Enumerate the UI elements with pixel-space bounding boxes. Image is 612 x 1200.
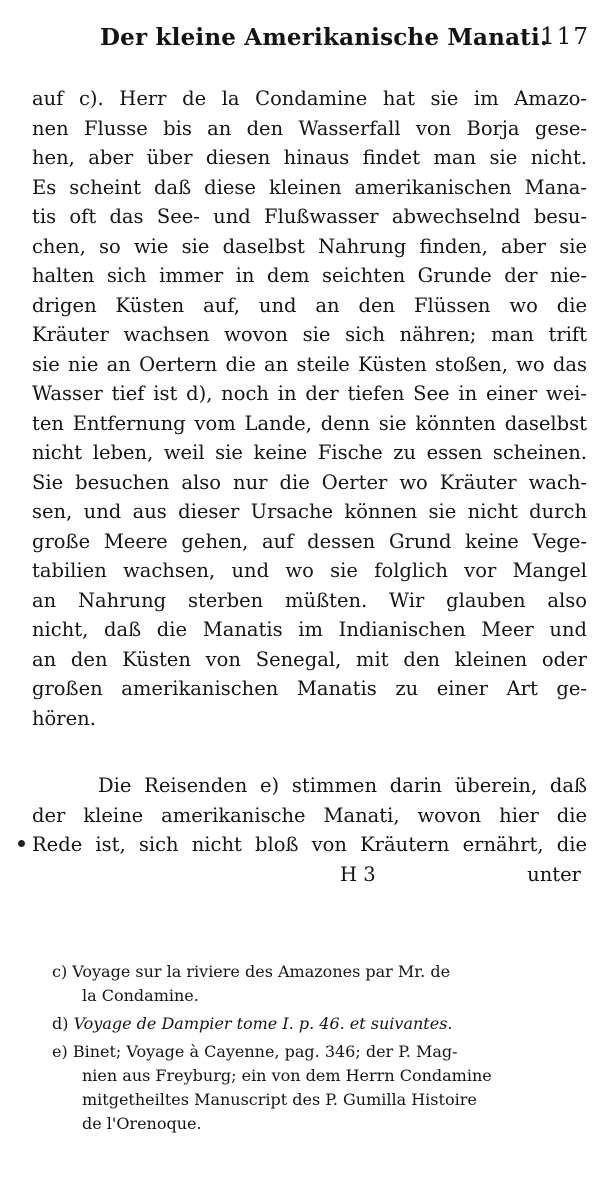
footnote-line: la Condamine.: [82, 986, 199, 1005]
footnote-line: [52, 960, 592, 984]
footnote-line: [52, 1012, 592, 1036]
footnote-c: [52, 960, 592, 1008]
signature-line: [32, 860, 587, 890]
page-header: [100, 22, 590, 62]
text-line: Es scheint daß diese kleinen amerikanischen Mana-: [32, 175, 587, 199]
text-line: Die Reisenden e) stimmen darin überein, daß: [98, 774, 587, 797]
margin-dot: [18, 840, 25, 847]
text-line: Rede ist, sich nicht bloß von Kräutern ernährt, die: [32, 833, 587, 856]
footnote-text: Voyage sur la riviere des Amazones par Mr. de: [72, 962, 451, 981]
text-line: halten sich immer in dem seichten Grunde der nie-: [32, 264, 587, 287]
body-text: [32, 84, 587, 890]
paragraph: [32, 771, 587, 860]
text-line: hen, aber über diesen hinaus findet man sie nicht.: [32, 146, 587, 169]
paragraph: [32, 84, 587, 733]
footnote-marker: e): [52, 1042, 68, 1061]
text-line: an Nahrung sterben müßten. Wir glauben also: [32, 588, 587, 612]
text-line: drigen Küsten auf, und an den Flüssen wo die: [32, 293, 587, 317]
running-title: Der kleine Amerikanische Manati.: [100, 24, 549, 51]
footnote-line: mitgetheiltes Manuscript des P. Gumilla Histoire: [82, 1090, 477, 1109]
footnote-line: nien aus Freyburg; ein von dem Herrn Condamine: [82, 1066, 492, 1085]
text-line: nicht, daß die Manatis im Indianischen Meer und: [32, 618, 587, 641]
text-line: tabilien wachsen, und wo sie folglich vor Mangel: [32, 559, 587, 582]
footnote-text: Voyage de Dampier tome I. p. 46. et suivantes.: [73, 1014, 453, 1033]
footnote-marker: c): [52, 962, 68, 981]
text-line: Kräuter wachsen wovon sie sich nähren; man trift: [32, 323, 587, 346]
text-line: nicht leben, weil sie keine Fische zu essen scheinen.: [32, 441, 587, 464]
text-line: großen amerikanischen Manatis zu einer Art ge-: [32, 677, 587, 700]
text-line: nen Flusse bis an den Wasserfall von Borja gese-: [32, 116, 587, 140]
footnotes: [52, 960, 592, 1136]
text-line: ten Entfernung vom Lande, denn sie könnten daselbst: [32, 411, 587, 435]
text-line: chen, so wie sie daselbst Nahrung finden, aber sie: [32, 234, 587, 258]
text-line: große Meere gehen, auf dessen Grund keine Vege-: [32, 529, 587, 553]
footnote-line: de l'Orenoque.: [82, 1114, 202, 1133]
catchword: unter: [527, 862, 581, 886]
footnote-text: Binet; Voyage à Cayenne, pag. 346; der P. Mag-: [72, 1042, 458, 1061]
page-number: 117: [540, 24, 590, 50]
text-line: der kleine amerikanische Manati, wovon hier die: [32, 803, 587, 827]
paragraph-gap: [32, 733, 587, 771]
text-line: Wasser tief ist d), noch in der tiefen See in einer wei-: [32, 382, 587, 405]
text-line: hören.: [32, 706, 96, 730]
text-line: auf c). Herr de la Condamine hat sie im Amazo-: [32, 87, 587, 110]
footnote-line: [52, 1040, 592, 1064]
text-line: an den Küsten von Senegal, mit den kleinen oder: [32, 647, 587, 671]
text-line: sie nie an Oertern die an steile Küsten stoßen, wo das: [32, 352, 587, 376]
text-line: Sie besuchen also nur die Oerter wo Kräuter wach-: [32, 470, 587, 494]
footnote-marker: d): [52, 1014, 69, 1033]
footnote-e: [52, 1040, 592, 1136]
text-line: tis oft das See- und Flußwasser abwechselnd besu-: [32, 205, 587, 228]
signature-mark: H 3: [340, 862, 376, 886]
footnote-d: [52, 1012, 592, 1036]
text-line: sen, und aus dieser Ursache können sie nicht durch: [32, 500, 587, 523]
